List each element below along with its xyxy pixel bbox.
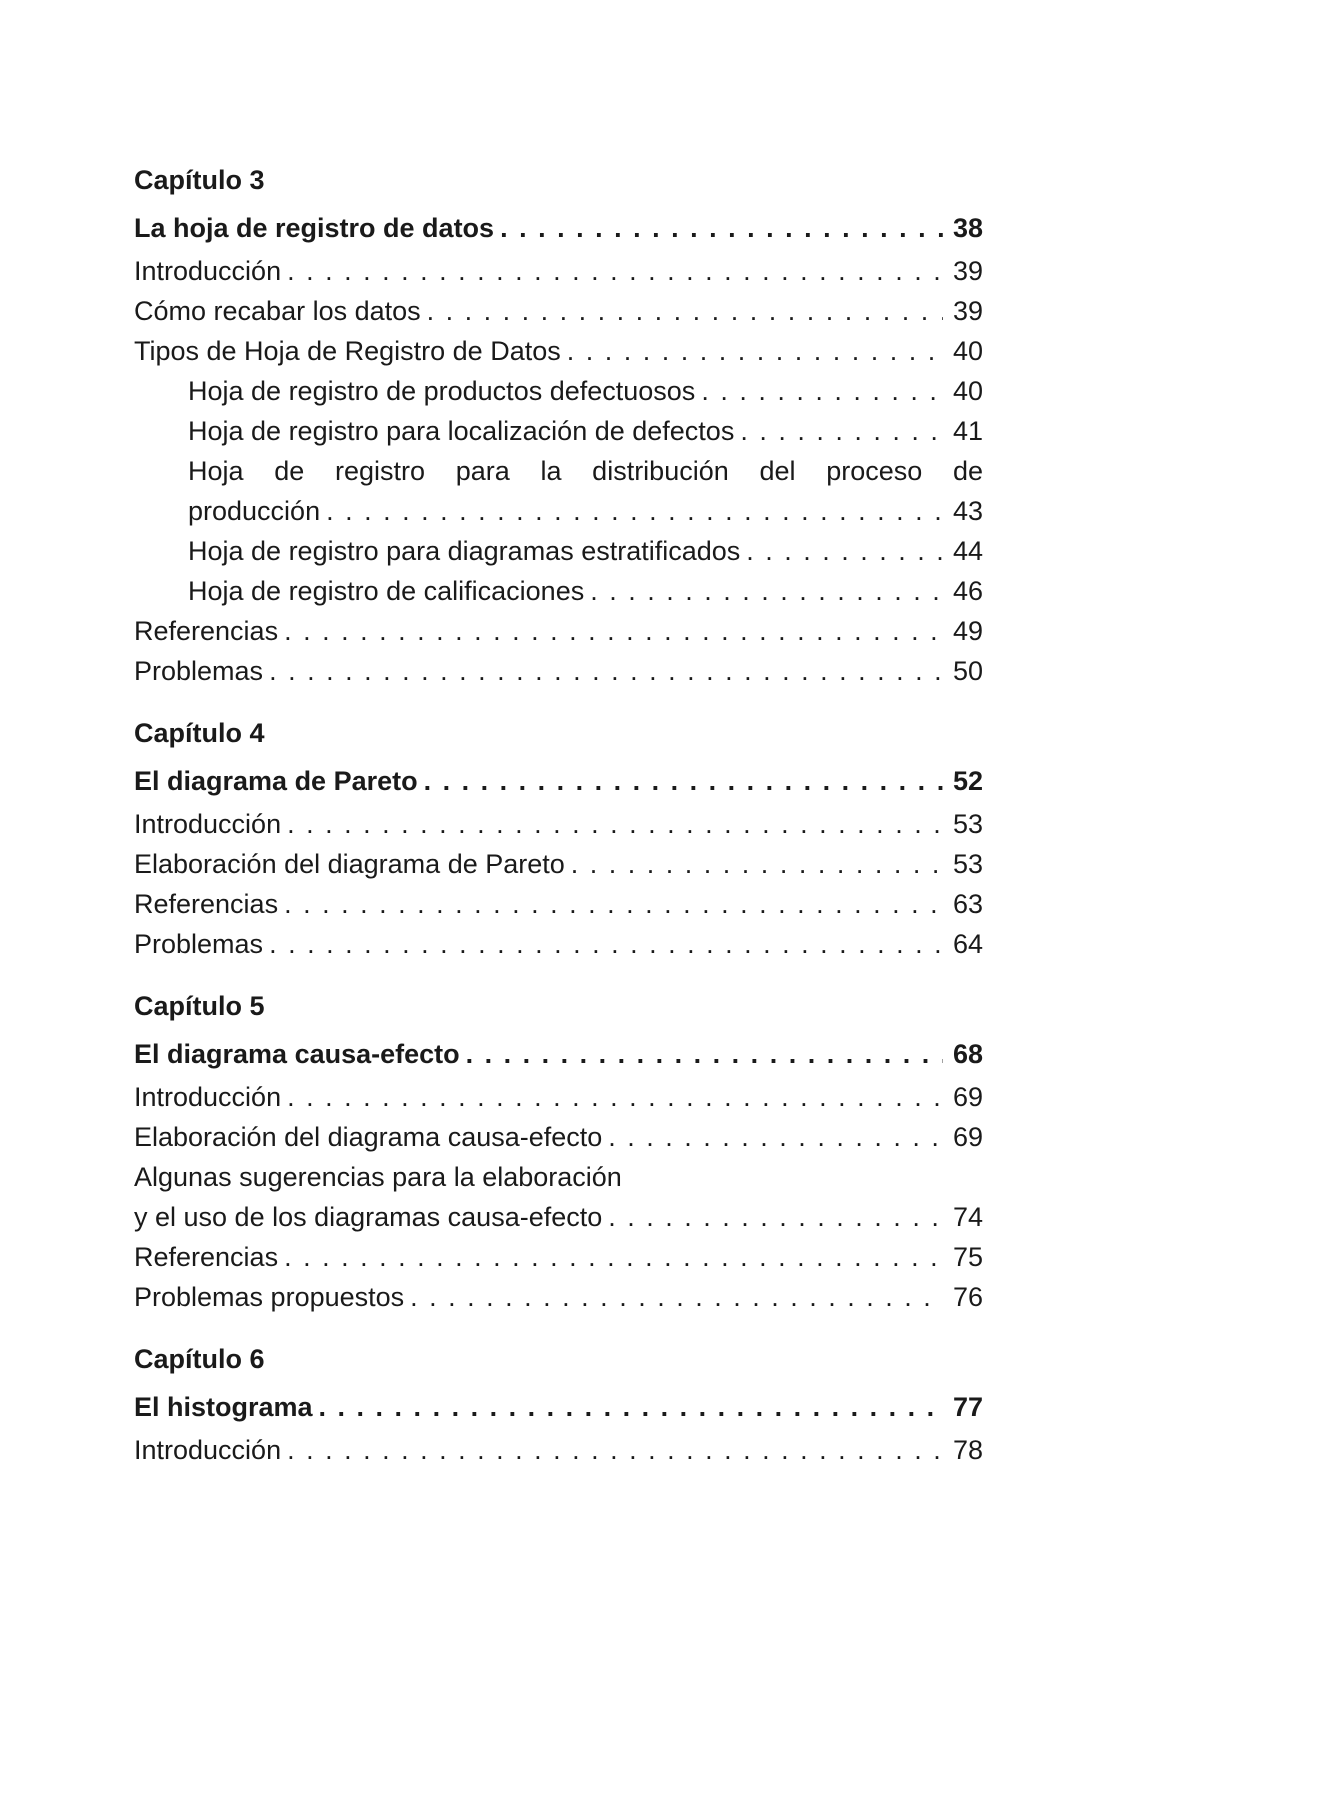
entry-page: 68 [952, 1039, 983, 1069]
chapter-label: Capítulo 4 [134, 718, 265, 748]
chapter-4 [134, 713, 983, 964]
toc-subentry[interactable] [134, 531, 983, 571]
entry-page: 63 [952, 889, 983, 919]
toc-subentry[interactable] [134, 411, 983, 451]
dot-leader [326, 491, 943, 531]
dot-leader [590, 571, 943, 611]
chapter-5 [134, 986, 983, 1317]
toc-entry[interactable] [134, 291, 983, 331]
entry-title: Problemas [134, 656, 264, 686]
entry-page: 41 [952, 416, 983, 446]
dot-leader [701, 371, 943, 411]
entry-title-line-2: producción [188, 496, 321, 526]
entry-page: 38 [952, 213, 983, 243]
dot-leader [284, 611, 943, 651]
chapter-title-entry[interactable] [134, 206, 983, 251]
chapter-6 [134, 1339, 983, 1470]
chapter-label: Capítulo 5 [134, 991, 265, 1021]
toc-entry-line-1[interactable]: Algunas sugerencias para la elaboración [134, 1162, 622, 1192]
entry-page: 52 [952, 766, 983, 796]
entry-title: Introducción [134, 809, 282, 839]
chapter-3 [134, 160, 983, 691]
toc-entry[interactable] [134, 884, 983, 924]
entry-title: Problemas propuestos [134, 1282, 405, 1312]
toc-entry-line-2[interactable] [134, 1197, 983, 1237]
dot-leader [427, 291, 943, 331]
toc-subentry[interactable] [134, 451, 983, 531]
entry-title: Referencias [134, 889, 279, 919]
toc-entry[interactable] [134, 331, 983, 371]
entry-page: 69 [952, 1082, 983, 1112]
dot-leader [284, 884, 943, 924]
dot-leader [269, 651, 943, 691]
entry-title: y el uso de los diagramas causa-efecto [134, 1202, 603, 1232]
entry-title: Introducción [134, 256, 282, 286]
entry-page: 46 [952, 576, 983, 606]
dot-leader [269, 924, 943, 964]
dot-leader [287, 804, 943, 844]
entry-second-line [188, 491, 983, 531]
entry-page: 74 [952, 1202, 983, 1232]
entry-title: Problemas [134, 929, 264, 959]
toc-entry[interactable] [134, 1237, 983, 1277]
toc-entry[interactable] [134, 1077, 983, 1117]
toc-entry[interactable] [134, 651, 983, 691]
entry-page: 39 [952, 256, 983, 286]
dot-leader [608, 1117, 943, 1157]
entry-title: El histograma [134, 1392, 313, 1422]
entry-title: Hoja de registro de calificaciones [188, 576, 585, 606]
entry-title: Cómo recabar los datos [134, 296, 421, 326]
chapter-title-entry[interactable] [134, 1032, 983, 1077]
dot-leader [424, 759, 943, 804]
toc-entry[interactable] [134, 1277, 983, 1317]
entry-title: Introducción [134, 1082, 282, 1112]
toc-subentry[interactable] [134, 371, 983, 411]
dot-leader [284, 1237, 943, 1277]
chapter-label: Capítulo 3 [134, 165, 265, 195]
toc-entry[interactable] [134, 1430, 983, 1470]
toc-entry[interactable] [134, 804, 983, 844]
toc-entry[interactable] [134, 844, 983, 884]
entry-page: 77 [952, 1392, 983, 1422]
entry-title: Introducción [134, 1435, 282, 1465]
dot-leader [287, 251, 943, 291]
entry-page: 76 [952, 1282, 983, 1312]
entry-title-line-1: Hoja de registro para la distribución del proceso de [188, 456, 983, 486]
chapter-label: Capítulo 6 [134, 1344, 265, 1374]
toc-entry[interactable] [134, 251, 983, 291]
chapter-title-entry[interactable] [134, 759, 983, 804]
entry-title: Tipos de Hoja de Registro de Datos [134, 336, 561, 366]
entry-page: 40 [952, 336, 983, 366]
chapter-title-entry[interactable] [134, 1385, 983, 1430]
entry-page: 43 [952, 496, 983, 526]
dot-leader [608, 1197, 943, 1237]
entry-title: El diagrama de Pareto [134, 766, 418, 796]
dot-leader [287, 1430, 943, 1470]
dot-leader [466, 1032, 943, 1077]
dot-leader [410, 1277, 943, 1317]
toc-entry[interactable] [134, 611, 983, 651]
entry-title: Referencias [134, 616, 279, 646]
dot-leader [287, 1077, 943, 1117]
entry-page: 39 [952, 296, 983, 326]
entry-page: 50 [952, 656, 983, 686]
entry-page: 40 [952, 376, 983, 406]
entry-title: El diagrama causa-efecto [134, 1039, 460, 1069]
entry-title: Elaboración del diagrama causa-efecto [134, 1122, 603, 1152]
toc-subentry[interactable] [134, 571, 983, 611]
entry-page: 53 [952, 809, 983, 839]
entry-page: 53 [952, 849, 983, 879]
dot-leader [567, 331, 943, 371]
entry-page: 78 [952, 1435, 983, 1465]
entry-page: 49 [952, 616, 983, 646]
dot-leader [319, 1385, 943, 1430]
toc-entry[interactable] [134, 924, 983, 964]
entry-page: 75 [952, 1242, 983, 1272]
entry-title: Hoja de registro de productos defectuosos [188, 376, 696, 406]
dot-leader [500, 206, 943, 251]
dot-leader [746, 531, 943, 571]
table-of-contents [134, 160, 983, 1492]
entry-title: Hoja de registro para diagramas estratificados [188, 536, 741, 566]
entry-title: Elaboración del diagrama de Pareto [134, 849, 565, 879]
entry-title: Hoja de registro para localización de defectos [188, 416, 735, 446]
dot-leader [571, 844, 943, 884]
entry-page: 44 [952, 536, 983, 566]
entry-page: 64 [952, 929, 983, 959]
entry-title: Referencias [134, 1242, 279, 1272]
entry-title: La hoja de registro de datos [134, 213, 495, 243]
toc-entry[interactable] [134, 1117, 983, 1157]
entry-page: 69 [952, 1122, 983, 1152]
dot-leader [740, 411, 943, 451]
